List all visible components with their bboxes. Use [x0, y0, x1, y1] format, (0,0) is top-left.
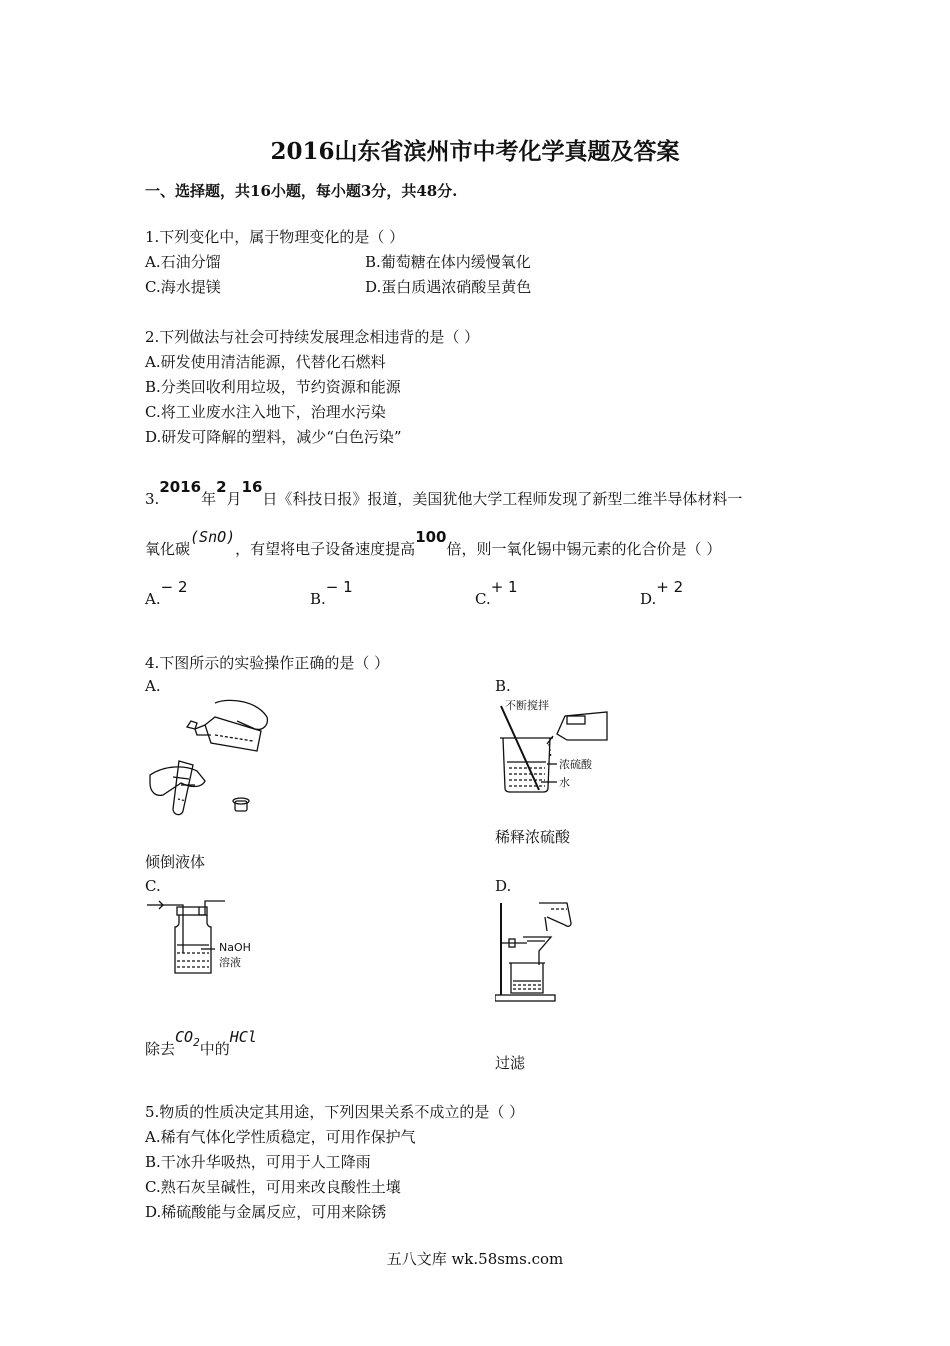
- q3-option-a: [145, 578, 188, 608]
- q4-option-a-caption: 倾倒液体: [145, 853, 206, 871]
- q3-option-d-value: + 2: [656, 578, 684, 596]
- q4-option-c-label: C.: [145, 877, 161, 895]
- q4-option-c-caption: [145, 1028, 257, 1061]
- c-co2-text: CO: [175, 1028, 194, 1046]
- b-water-label: 水: [559, 776, 570, 789]
- q3-formula: (SnO): [190, 528, 236, 546]
- q1-option-c: C.海水提镁: [145, 278, 221, 296]
- q4-option-b-label: B.: [495, 677, 511, 695]
- q5-option-a: A.稀有气体化学性质稳定，可用作保护气: [145, 1128, 416, 1146]
- q3-option-d: [640, 578, 684, 608]
- c-hcl-formula: HCl: [229, 1028, 257, 1046]
- q3-day: 16: [241, 478, 263, 496]
- c-solution-label: 溶液: [219, 956, 241, 969]
- q4-option-b-caption: 稀释浓硫酸: [495, 828, 571, 846]
- page-title: 2016山东省滨州市中考化学真题及答案: [270, 138, 680, 165]
- q1-option-d: D.蛋白质遇浓硝酸呈黄色: [365, 278, 532, 296]
- q3-option-c-label: C.: [475, 590, 491, 608]
- q1-stem: 1.下列变化中，属于物理变化的是（ ）: [145, 228, 405, 246]
- q3-text-report: 日《科技日报》报道，美国犹他大学工程师发现了新型二维半导体材料一: [262, 490, 743, 508]
- q3-option-b-label: B.: [310, 590, 326, 608]
- c-co2-formula: [175, 1028, 200, 1049]
- q3-option-c: [475, 578, 518, 608]
- q3-text-year: 年: [201, 490, 217, 508]
- q3-option-b: [310, 578, 353, 608]
- filtration-illustration: [495, 895, 585, 1005]
- q3-option-a-value: − 2: [160, 578, 188, 596]
- q5-option-c: C.熟石灰呈碱性，可用来改良酸性土壤: [145, 1178, 401, 1196]
- q3-hundred: 100: [415, 528, 447, 546]
- q3-option-c-value: + 1: [490, 578, 518, 596]
- c-naoh-label: NaOH: [219, 941, 251, 954]
- q5-option-d: D.稀硫酸能与金属反应，可用来除锈: [145, 1203, 387, 1221]
- q5-option-b: B.干冰升华吸热，可用于人工降雨: [145, 1153, 371, 1171]
- dilute-acid-illustration: [495, 698, 630, 798]
- section-heading: 一、选择题，共16小题，每小题3分，共48分.: [145, 182, 458, 200]
- c-co2-sub: 2: [193, 1036, 200, 1049]
- q2-option-c: C.将工业废水注入地下，治理水污染: [145, 403, 386, 421]
- c-caption-mid: 中的: [199, 1040, 230, 1058]
- pouring-liquid-illustration: [145, 695, 275, 825]
- b-acid-label: 浓硫酸: [559, 758, 592, 771]
- q3-option-a-label: A.: [145, 590, 161, 608]
- c-caption-pre: 除去: [145, 1040, 176, 1058]
- q1-option-b: B.葡萄糖在体内缓慢氧化: [365, 253, 531, 271]
- q4-option-d-caption: 过滤: [495, 1054, 526, 1072]
- q3-text-question: 倍，则一氧化锡中锡元素的化合价是（ ）: [446, 540, 722, 558]
- q3-number: 3.: [145, 490, 160, 508]
- q3-option-d-label: D.: [640, 590, 657, 608]
- q3-line-2: [145, 528, 722, 559]
- footer-watermark: 五八文库 wk.58sms.com: [386, 1250, 564, 1268]
- q2-stem: 2.下列做法与社会可持续发展理念相违背的是（ ）: [145, 328, 480, 346]
- q4-stem: 4.下图所示的实验操作正确的是（ ）: [145, 654, 390, 672]
- q2-option-d: D.研发可降解的塑料，减少“白色污染”: [145, 428, 402, 446]
- q3-text-month: 月: [226, 490, 242, 508]
- b-stir-label: 不断搅拌: [505, 699, 549, 712]
- q1-option-a: A.石油分馏: [145, 253, 221, 271]
- gas-washing-bottle-illustration: [145, 893, 260, 983]
- q2-option-a: A.研发使用清洁能源，代替化石燃料: [145, 353, 386, 371]
- q5-stem: 5.物质的性质决定其用途，下列因果关系不成立的是（ ）: [145, 1103, 525, 1121]
- q3-text-oxide: 氧化碳: [145, 540, 191, 558]
- q4-option-d-label: D.: [495, 877, 512, 895]
- q3-month: 2: [216, 478, 227, 496]
- q3-text-speed: ，有望将电子设备速度提高: [235, 540, 416, 558]
- q3-line-1: [145, 478, 743, 509]
- q3-option-b-value: − 1: [325, 578, 353, 596]
- q3-year: 2016: [159, 478, 202, 496]
- q2-option-b: B.分类回收利用垃圾，节约资源和能源: [145, 378, 401, 396]
- q4-option-a-label: A.: [145, 677, 161, 695]
